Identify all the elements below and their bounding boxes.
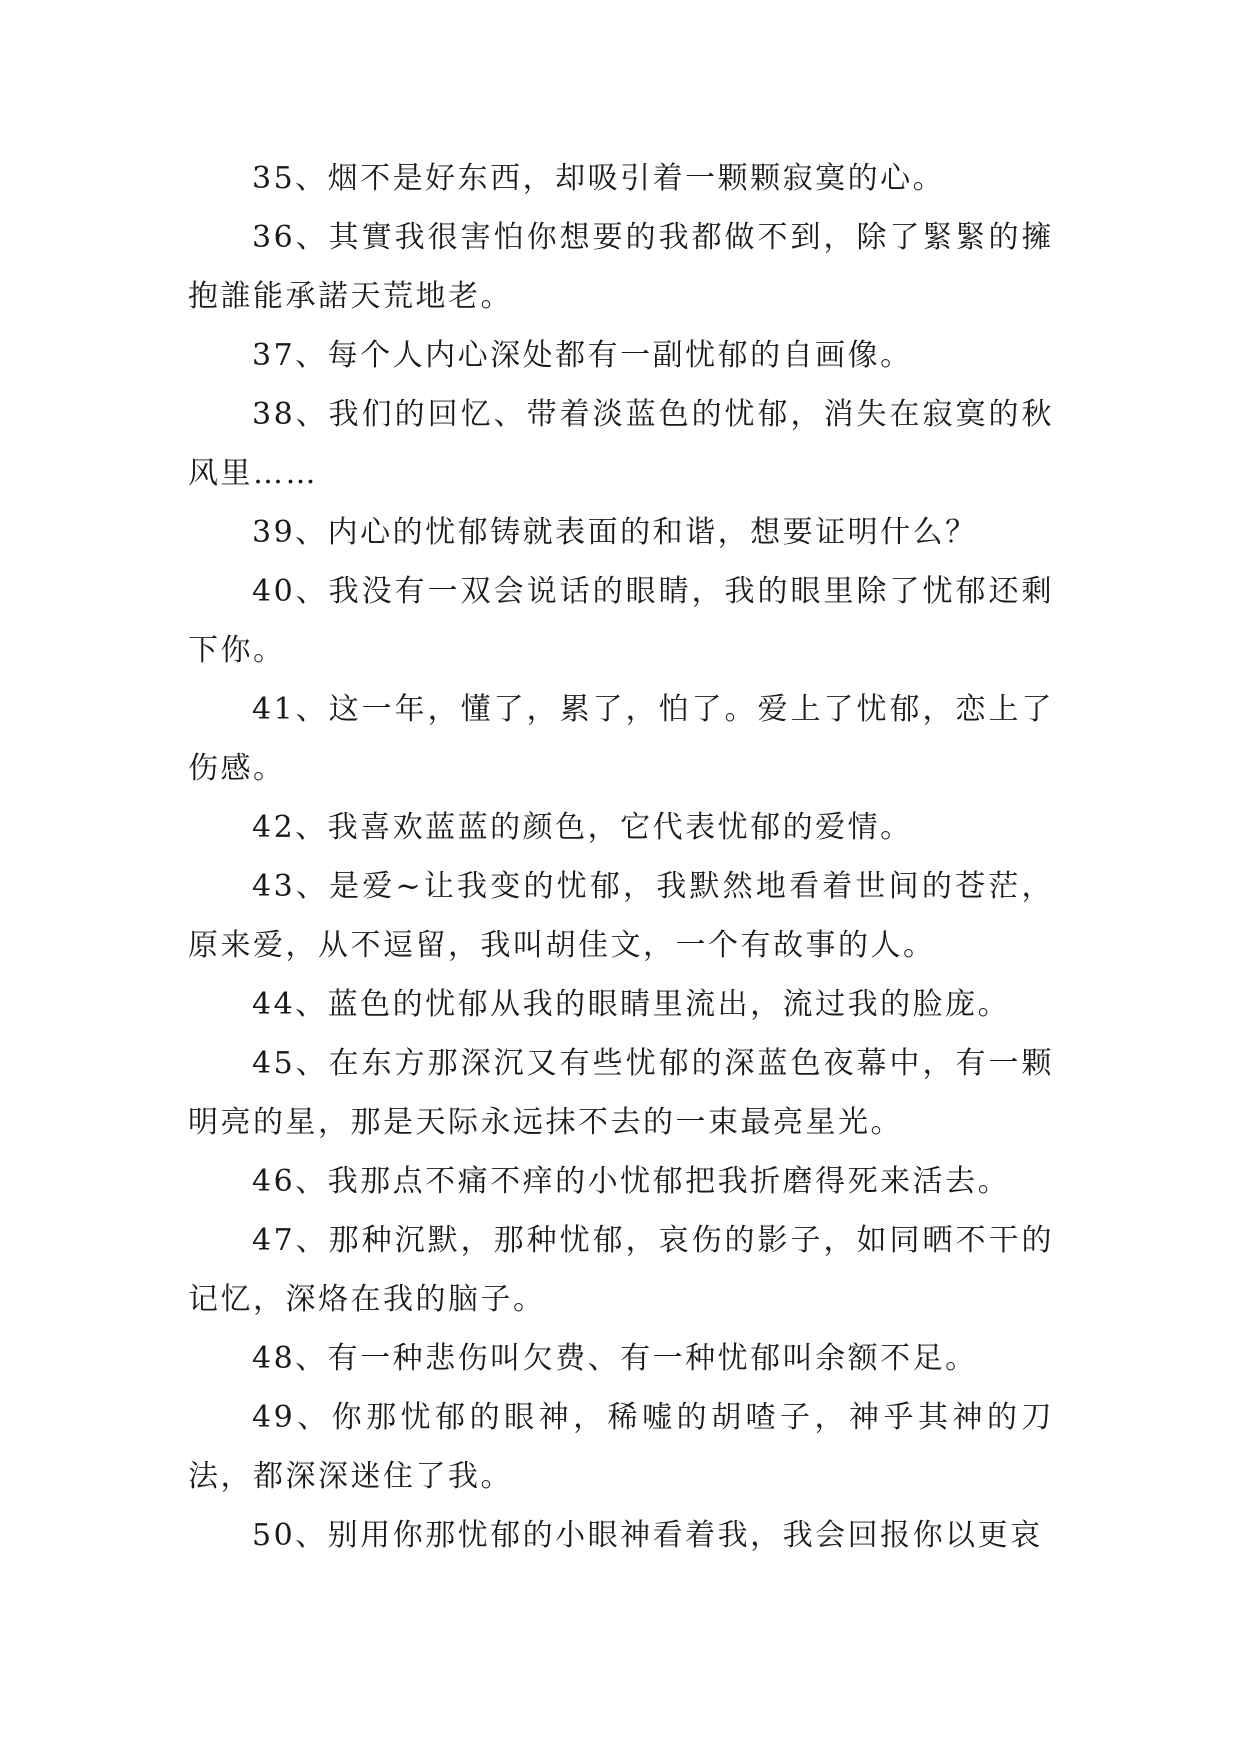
paragraph-47: 47、那种沉默，那种忧郁，哀伤的影子，如同晒不干的记忆，深烙在我的脑子。 <box>188 1223 1054 1317</box>
paragraph-48: 48、有一种悲伤叫欠费、有一种忧郁叫余额不足。 <box>252 1341 978 1376</box>
paragraph-36: 36、其實我很害怕你想要的我都做不到，除了緊緊的擁抱誰能承諾天荒地老。 <box>188 220 1054 314</box>
paragraph-35: 35、烟不是好东西，却吸引着一颗颗寂寞的心。 <box>252 161 946 196</box>
paragraph-41: 41、这一年，懂了，累了，怕了。爱上了忧郁，恋上了伤感。 <box>188 692 1054 786</box>
paragraph-43: 43、是爱~让我变的忧郁，我默然地看着世间的苍茫，原来爱，从不逗留，我叫胡佳文，一个有故事的人。 <box>188 869 1054 963</box>
paragraph-37: 37、每个人内心深处都有一副忧郁的自画像。 <box>252 338 913 373</box>
paragraph-38: 38、我们的回忆、带着淡蓝色的忧郁，消失在寂寞的秋风里…… <box>188 397 1054 491</box>
paragraph-46: 46、我那点不痛不痒的小忧郁把我折磨得死来活去。 <box>252 1164 1011 1199</box>
paragraph-49: 49、你那忧郁的眼神，稀嘘的胡喳子，神乎其神的刀法，都深深迷住了我。 <box>188 1400 1054 1494</box>
document-body <box>188 149 1054 1565</box>
paragraph-40: 40、我没有一双会说话的眼睛，我的眼里除了忧郁还剩下你。 <box>188 574 1054 668</box>
paragraph-39: 39、内心的忧郁铸就表面的和谐，想要证明什么？ <box>252 515 978 550</box>
paragraph-45: 45、在东方那深沉又有些忧郁的深蓝色夜幕中，有一颗明亮的星，那是天际永远抹不去的一束最亮星光。 <box>188 1046 1054 1140</box>
paragraph-50: 50、别用你那忧郁的小眼神看着我，我会回报你以更哀 <box>252 1518 1043 1553</box>
paragraph-42: 42、我喜欢蓝蓝的颜色，它代表忧郁的爱情。 <box>252 810 913 845</box>
paragraph-44: 44、蓝色的忧郁从我的眼睛里流出，流过我的脸庞。 <box>252 987 1011 1022</box>
